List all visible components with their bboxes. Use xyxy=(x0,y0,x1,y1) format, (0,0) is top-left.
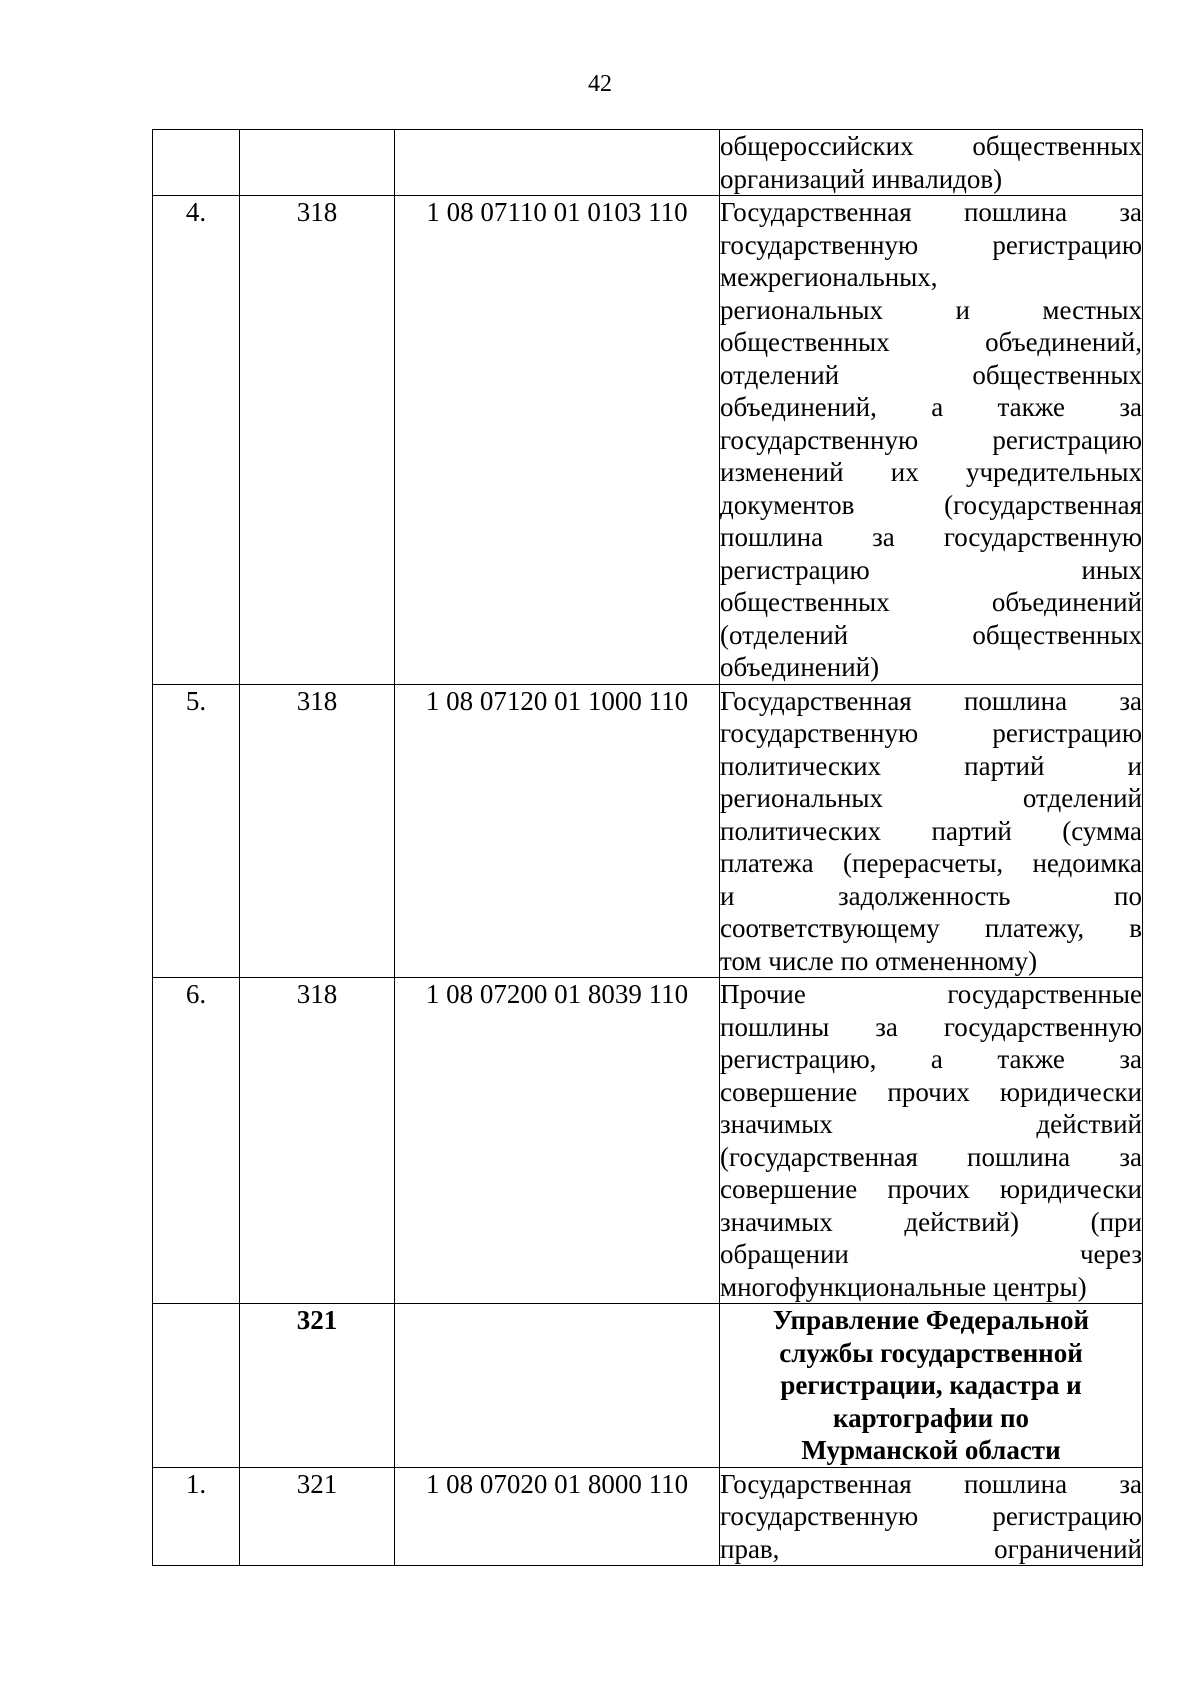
description-line: пошлины за государственную xyxy=(720,1011,1142,1042)
description-line: картографии по xyxy=(832,1402,1030,1433)
administrator-name-cell xyxy=(720,1304,1143,1468)
description-line: совершение прочих юридически xyxy=(720,1174,1142,1204)
revenue-description-cell xyxy=(720,978,1143,1304)
description-line: региональных отделений xyxy=(720,783,1142,813)
description-line: прав, ограничений xyxy=(720,1533,1142,1564)
description-line: объединений) xyxy=(720,652,880,682)
row-number-cell: 5. xyxy=(153,684,240,978)
description-line: государственную регистрацию xyxy=(720,1501,1142,1531)
description-line: Государственная пошлина за xyxy=(720,197,1142,227)
description-line: (отделений общественных xyxy=(720,619,1142,650)
description-line: политических партий (сумма xyxy=(720,815,1142,846)
description-line: организаций инвалидов) xyxy=(720,163,1003,194)
revenue-description-cell xyxy=(720,130,1143,196)
description-line: пошлина за государственную xyxy=(720,522,1142,552)
table-row xyxy=(153,684,1143,978)
description-line: государственную регистрацию xyxy=(720,424,1142,455)
description-line: общественных объединений, xyxy=(720,327,1142,357)
description-line: Государственная пошлина за xyxy=(720,1468,1142,1499)
description-line: службы государственной xyxy=(779,1337,1083,1368)
description-line: Управление Федеральной xyxy=(772,1305,1090,1335)
description-line: отделений общественных xyxy=(720,359,1142,390)
description-line: совершение прочих юридически xyxy=(720,1076,1142,1107)
description-line: регистрации, кадастра и xyxy=(780,1370,1082,1400)
table-row xyxy=(153,1467,1143,1566)
description-line: межрегиональных, xyxy=(720,262,938,292)
description-line: Государственная пошлина за xyxy=(720,685,1142,716)
admin-code-cell: 321 xyxy=(240,1467,395,1566)
budget-classification-code-cell: 1 08 07200 01 8039 110 xyxy=(395,978,720,1304)
description-line: и задолженность по xyxy=(720,880,1142,911)
row-number-cell: 1. xyxy=(153,1467,240,1566)
admin-code-cell xyxy=(240,130,395,196)
description-line: том числе по отмененному) xyxy=(720,945,1038,976)
revenue-description-cell xyxy=(720,196,1143,685)
row-number-cell xyxy=(153,130,240,196)
description-line: общероссийских общественных xyxy=(720,131,1142,161)
description-line: значимых действий) (при xyxy=(720,1206,1142,1237)
description-line: обращении через xyxy=(720,1239,1142,1269)
description-line: региональных и местных xyxy=(720,294,1142,325)
table-row xyxy=(153,978,1143,1304)
description-line: регистрацию иных xyxy=(720,554,1142,585)
description-line: соответствующему платежу, в xyxy=(720,913,1142,943)
budget-classification-code-cell xyxy=(395,1304,720,1468)
admin-code-cell: 321 xyxy=(240,1304,395,1468)
admin-code-cell: 318 xyxy=(240,684,395,978)
description-line: изменений их учредительных xyxy=(720,457,1142,487)
budget-classification-code-cell: 1 08 07110 01 0103 110 xyxy=(395,196,720,685)
row-number-cell: 4. xyxy=(153,196,240,685)
description-line: регистрацию, а также за xyxy=(720,1044,1142,1074)
page-number: 42 xyxy=(588,71,612,97)
description-line: Прочие государственные xyxy=(720,979,1142,1009)
budget-classification-code-cell: 1 08 07020 01 8000 110 xyxy=(395,1467,720,1566)
admin-code-cell: 318 xyxy=(240,978,395,1304)
description-line: платежа (перерасчеты, недоимка xyxy=(720,848,1142,878)
description-line: Мурманской области xyxy=(801,1435,1061,1465)
admin-code-cell: 318 xyxy=(240,196,395,685)
description-line: государственную регистрацию xyxy=(720,718,1142,748)
table-row xyxy=(153,196,1143,685)
row-number-cell xyxy=(153,1304,240,1468)
row-number-cell: 6. xyxy=(153,978,240,1304)
description-line: документов (государственная xyxy=(720,489,1142,520)
budget-codes-table xyxy=(152,129,1143,1566)
description-line: (государственная пошлина за xyxy=(720,1141,1142,1172)
description-line: объединений, а также за xyxy=(720,392,1142,422)
table-section-heading-row xyxy=(153,1304,1143,1468)
description-line: политических партий и xyxy=(720,750,1142,781)
description-line: государственную регистрацию xyxy=(720,229,1142,260)
budget-classification-code-cell: 1 08 07120 01 1000 110 xyxy=(395,684,720,978)
table-row xyxy=(153,130,1143,196)
description-line: многофункциональные центры) xyxy=(720,1271,1087,1302)
revenue-description-cell xyxy=(720,1467,1143,1566)
budget-classification-code-cell xyxy=(395,130,720,196)
revenue-description-cell xyxy=(720,684,1143,978)
description-line: значимых действий xyxy=(720,1109,1142,1139)
description-line: общественных объединений xyxy=(720,587,1142,617)
